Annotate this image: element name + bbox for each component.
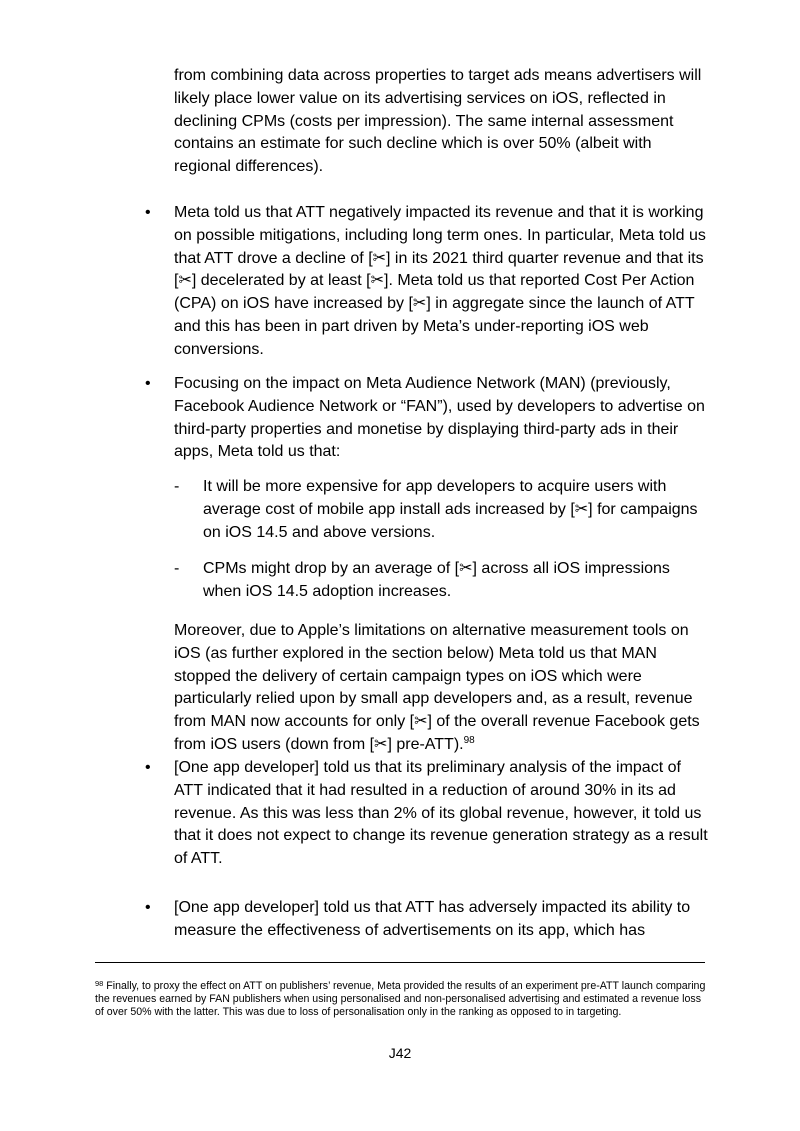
footnote-separator [95,962,705,963]
bullet-paragraph-man: Focusing on the impact on Meta Audience Network (MAN) (previously, Facebook Audience Network or “FAN”), used by developers to advertise on third-party properties and monetise by displaying third-party ads in their apps, Meta told us that: [174,375,705,461]
footnote-reference[interactable]: 98 [463,734,475,746]
footnote [95,980,707,1020]
bullet-paragraph-app-developer-revenue: [One app developer] told us that its preliminary analysis of the impact of ATT indicated that it had resulted in a reduction of around 30% in its ad revenue. As this was less than 2% of its global revenue, however, it told us that it does not expect to change its revenue generation strategy as a result of ATT. [174,759,708,868]
sub-bullet-cpms: CPMs might drop by an average of [✂] across all iOS impressions when iOS 14.5 adoption increases. [203,560,670,600]
bullet-paragraph-meta-revenue: Meta told us that ATT negatively impacted its revenue and that it is working on possible mitigations, including long term ones. In particular, Meta told us that ATT drove a decline of [✂] in its 2021 third quarter revenue and that its [✂] decelerated by at least [✂]. Meta told us that reported Cost Per Action (CPA) on iOS have increased by [✂] in aggregate since the launch of ATT and this has been in part driven by Meta’s under-reporting iOS web conversions. [174,204,706,358]
continuation-paragraph: from combining data across properties to target ads means advertisers will likely place lower value on its advertising services on iOS, reflected in declining CPMs (costs per impression). The same internal assessment contains an estimate for such decline which is over 50% (albeit with regional differences). [174,67,702,176]
bullet-marker: • [145,759,151,776]
dash-marker: - [174,560,180,577]
bullet-paragraph-app-developer-measurement: [One app developer] told us that ATT has adversely impacted its ability to measure the effectiveness of advertisements on its app, which has [174,899,691,939]
footnote-number: 98 [95,979,104,988]
footnote-text: Finally, to proxy the effect on ATT on publishers’ revenue, Meta provided the results of an experiment pre-ATT launch comparing the revenues earned by FAN publishers when using personalised and non-personalised advertising and estimated a revenue loss of over 50% with the latter. This was due to loss of personalisation only in the ranking as opposed to in targeting. [95,980,706,1019]
bullet-marker: • [145,204,151,221]
page-number: J42 [388,1045,412,1061]
bullet-marker: • [145,375,151,392]
bullet-marker: • [145,899,151,916]
sub-bullet-install-ads: It will be more expensive for app developers to acquire users with average cost of mobile app install ads increased by [✂] for campaigns on iOS 14.5 and above versions. [203,478,698,541]
dash-marker: - [174,478,180,495]
moreover-paragraph: Moreover, due to Apple’s limitations on alternative measurement tools on iOS (as further explored in the section below) Meta told us that MAN stopped the delivery of certain campaign types on iOS which were particularly relied upon by small app developers and, as a result, revenue from MAN now accounts for only [✂] of the overall revenue Facebook gets from iOS users (down from [✂] pre-ATT).$^{98}$ [174,622,700,753]
